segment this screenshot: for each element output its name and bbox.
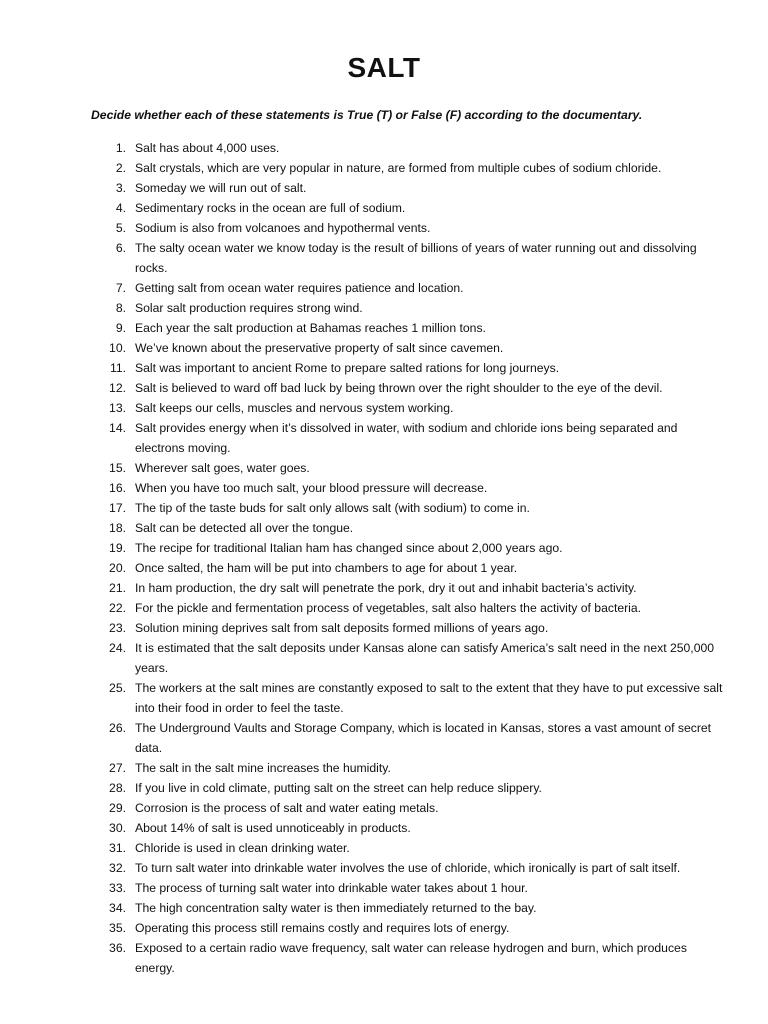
statement-number: 20. — [109, 561, 126, 575]
statement-number: 21. — [109, 581, 126, 595]
statement-text: Chloride is used in clean drinking water. — [135, 841, 350, 855]
statement-number: 23. — [109, 621, 126, 635]
statement-number: 31. — [109, 841, 126, 855]
statement-number: 14. — [109, 421, 126, 435]
statement-item — [0, 298, 768, 318]
statement-number: 5. — [115, 221, 126, 235]
statement-item — [0, 518, 768, 538]
statement-text: Getting salt from ocean water requires patience and location. — [135, 281, 464, 295]
statement-number: 12. — [109, 381, 126, 395]
statement-text: Salt is believed to ward off bad luck by being thrown over the right shoulder to the eye of the devil. — [135, 381, 663, 395]
statement-item — [0, 638, 768, 678]
statement-text: The high concentration salty water is then immediately returned to the bay. — [135, 901, 537, 915]
statement-text: Salt has about 4,000 uses. — [135, 141, 280, 155]
statement-item — [0, 618, 768, 638]
statement-text: Solution mining deprives salt from salt deposits formed millions of years ago. — [135, 621, 549, 635]
statement-number: 10. — [109, 341, 126, 355]
statement-text: About 14% of salt is used unnoticeably in products. — [135, 821, 411, 835]
statement-number: 1. — [115, 141, 126, 155]
statement-text: The workers at the salt mines are constantly exposed to salt to the extent that they have to put excessive salt into their food in order to feel the taste. — [135, 681, 723, 715]
statement-text: If you live in cold climate, putting salt on the street can help reduce slippery. — [135, 781, 542, 795]
statement-number: 4. — [115, 201, 126, 215]
statement-number: 19. — [109, 541, 126, 555]
statement-item — [0, 538, 768, 558]
statement-item — [0, 398, 768, 418]
statement-text: Someday we will run out of salt. — [135, 181, 307, 195]
statement-item — [0, 358, 768, 378]
statement-item — [0, 798, 768, 818]
statement-number: 35. — [109, 921, 126, 935]
statement-number: 27. — [109, 761, 126, 775]
statement-text: It is estimated that the salt deposits under Kansas alone can satisfy America’s salt need in the next 250,000 years. — [135, 641, 715, 675]
statement-item — [0, 318, 768, 338]
statement-text: Once salted, the ham will be put into chambers to age for about 1 year. — [135, 561, 518, 575]
statement-item — [0, 918, 768, 938]
page-title: SALT — [347, 52, 421, 83]
statement-text: Salt provides energy when it’s dissolved in water, with sodium and chloride ions being separated and electrons moving. — [135, 421, 678, 455]
statement-number: 26. — [109, 721, 126, 735]
statement-item — [0, 578, 768, 598]
statement-item — [0, 678, 768, 718]
statement-item — [0, 198, 768, 218]
statement-item — [0, 158, 768, 178]
statement-item — [0, 758, 768, 778]
statement-number: 30. — [109, 821, 126, 835]
statement-text: For the pickle and fermentation process of vegetables, salt also halters the activity of bacteria. — [135, 601, 642, 615]
statement-item — [0, 238, 768, 278]
statement-number: 2. — [115, 161, 126, 175]
statement-item — [0, 718, 768, 758]
statement-item — [0, 178, 768, 198]
statement-item — [0, 498, 768, 518]
statement-text: Salt can be detected all over the tongue. — [135, 521, 354, 535]
statement-list — [0, 138, 768, 978]
statement-item — [0, 558, 768, 578]
statement-item — [0, 818, 768, 838]
statement-item — [0, 218, 768, 238]
statement-number: 25. — [109, 681, 126, 695]
statement-number: 16. — [109, 481, 126, 495]
statement-text: The salt in the salt mine increases the humidity. — [135, 761, 391, 775]
statement-text: In ham production, the dry salt will penetrate the pork, dry it out and inhabit bacteria’s activity. — [135, 581, 637, 595]
statement-text: Operating this process still remains costly and requires lots of energy. — [135, 921, 510, 935]
statement-item — [0, 778, 768, 798]
statement-item — [0, 458, 768, 478]
statement-item — [0, 478, 768, 498]
statement-text: Sedimentary rocks in the ocean are full of sodium. — [135, 201, 406, 215]
statement-text: Exposed to a certain radio wave frequency, salt water can release hydrogen and burn, which produces energy. — [135, 941, 687, 975]
statement-text: Each year the salt production at Bahamas reaches 1 million tons. — [135, 321, 486, 335]
statement-number: 15. — [109, 461, 126, 475]
statement-text: The salty ocean water we know today is the result of billions of years of water running out and dissolving rocks. — [135, 241, 697, 275]
statement-text: Wherever salt goes, water goes. — [135, 461, 310, 475]
statement-text: The process of turning salt water into drinkable water takes about 1 hour. — [135, 881, 528, 895]
statement-number: 18. — [109, 521, 126, 535]
statement-item — [0, 598, 768, 618]
statement-number: 8. — [115, 301, 126, 315]
statement-item — [0, 418, 768, 458]
statement-number: 3. — [115, 181, 126, 195]
statement-number: 33. — [109, 881, 126, 895]
statement-item — [0, 338, 768, 358]
statement-number: 17. — [109, 501, 126, 515]
statement-text: To turn salt water into drinkable water involves the use of chloride, which ironically is part of salt itself. — [135, 861, 681, 875]
statement-number: 32. — [109, 861, 126, 875]
statement-text: Salt crystals, which are very popular in nature, are formed from multiple cubes of sodium chloride. — [135, 161, 662, 175]
statement-item — [0, 858, 768, 878]
statement-text: When you have too much salt, your blood pressure will decrease. — [135, 481, 488, 495]
statement-item — [0, 878, 768, 898]
statement-item — [0, 378, 768, 398]
statement-number: 9. — [115, 321, 126, 335]
statement-text: The recipe for traditional Italian ham has changed since about 2,000 years ago. — [135, 541, 563, 555]
statement-number: 29. — [109, 801, 126, 815]
statement-text: The tip of the taste buds for salt only allows salt (with sodium) to come in. — [135, 501, 530, 515]
statement-number: 22. — [109, 601, 126, 615]
statement-number: 11. — [109, 361, 126, 375]
statement-item — [0, 898, 768, 918]
statement-number: 36. — [109, 941, 126, 955]
statement-number: 6. — [115, 241, 126, 255]
statement-text: Sodium is also from volcanoes and hypothermal vents. — [135, 221, 431, 235]
statement-text: Solar salt production requires strong wind. — [135, 301, 363, 315]
statement-text: Corrosion is the process of salt and water eating metals. — [135, 801, 439, 815]
statement-text: Salt keeps our cells, muscles and nervous system working. — [135, 401, 454, 415]
statement-number: 24. — [109, 641, 126, 655]
statement-text: We’ve known about the preservative property of salt since cavemen. — [135, 341, 504, 355]
statement-number: 13. — [109, 401, 126, 415]
instruction-text: Decide whether each of these statements is True (T) or False (F) according to the documentary. — [91, 108, 643, 122]
statement-number: 28. — [109, 781, 126, 795]
statement-number: 7. — [115, 281, 126, 295]
statement-number: 34. — [109, 901, 126, 915]
statement-item — [0, 138, 768, 158]
statement-item — [0, 278, 768, 298]
statement-item — [0, 938, 768, 978]
statement-text: The Underground Vaults and Storage Company, which is located in Kansas, stores a vast amount of secret data. — [135, 721, 712, 755]
statement-item — [0, 838, 768, 858]
statement-text: Salt was important to ancient Rome to prepare salted rations for long journeys. — [135, 361, 560, 375]
